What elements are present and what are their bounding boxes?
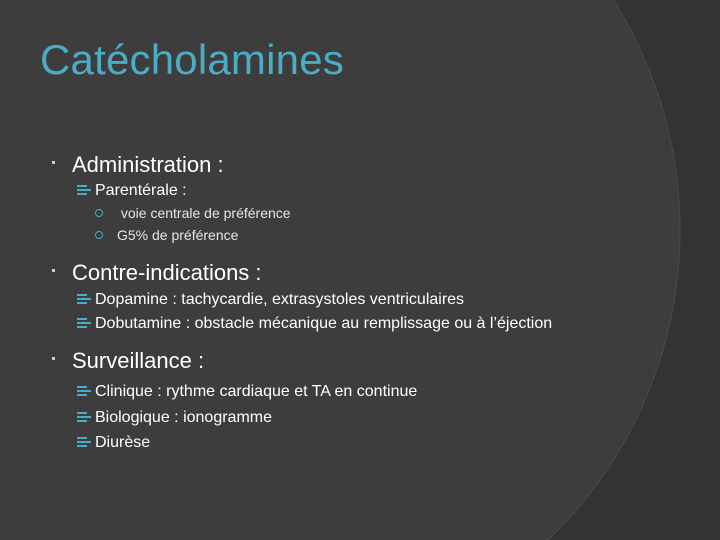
lines-bullet-icon [76, 293, 92, 305]
list-item: Biologique : ionogramme [76, 409, 272, 427]
lines-bullet-icon [76, 385, 92, 397]
circle-bullet-icon [95, 209, 103, 217]
lines-bullet-icon [76, 411, 92, 423]
list-item: Parentérale : [76, 182, 187, 200]
lines-bullet-icon [76, 184, 92, 196]
circle-bullet-icon [95, 231, 103, 239]
bullet-icon [52, 269, 55, 272]
list-item: Clinique : rythme cardiaque et TA en continue [76, 383, 417, 401]
lines-bullet-icon [76, 436, 92, 448]
lines-bullet-icon [76, 317, 92, 329]
list-item: Dopamine : tachycardie, extrasystoles ventriculaires [76, 291, 464, 309]
sub-list-item: G5% de préférence [95, 227, 238, 243]
list-item: Diurèse [76, 434, 150, 452]
bullet-icon [52, 161, 55, 164]
sub-list-item: voie centrale de préférence [95, 205, 291, 221]
list-item: Dobutamine : obstacle mécanique au remplissage ou à l’éjection [76, 315, 552, 333]
bullet-icon [52, 357, 55, 360]
slide-title: Catécholamines [40, 36, 344, 83]
